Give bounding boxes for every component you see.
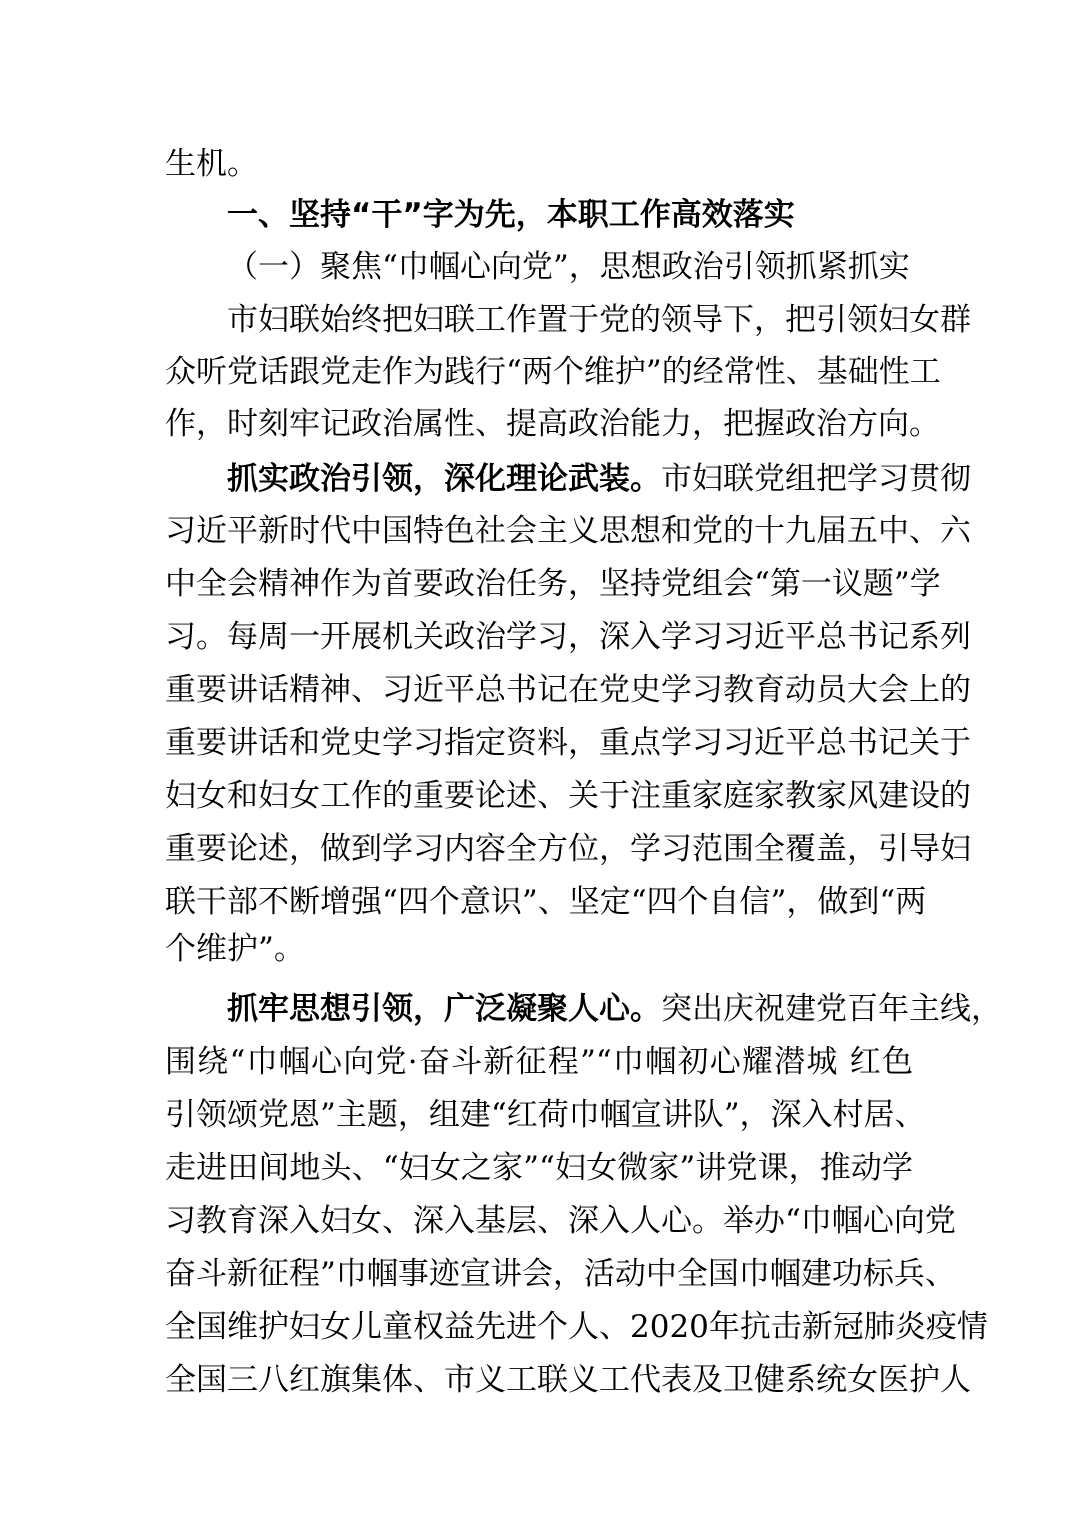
paragraph-text: 市妇联党组把学习贯彻 <box>661 461 971 497</box>
paragraph-line: 联干部不断增强“四个意识”、坚定“四个自信”，做到“两 <box>165 884 927 920</box>
paragraph-line: 奋斗新征程”巾帼事迹宣讲会，活动中全国巾帼建功标兵、 <box>165 1256 956 1292</box>
paragraph-line: 生机。 <box>165 146 258 182</box>
paragraph-line: 走进田间地头、“妇女之家”“妇女微家”讲党课，推动学 <box>165 1150 913 1186</box>
paragraph-line: 重要讲话精神、习近平总书记在党史学习教育动员大会上的 <box>165 672 971 708</box>
paragraph-line: 引领颂党恩”主题，组建“红荷巾帼宣讲队”，深入村居、 <box>165 1097 926 1133</box>
paragraph-line: 市妇联始终把妇联工作置于党的领导下，把引领妇女群 <box>227 302 971 338</box>
paragraph-line: 中全会精神作为首要政治任务，坚持党组会“第一议题”学 <box>165 566 941 602</box>
paragraph-line: 个维护”。 <box>165 931 305 967</box>
paragraph-line: 围绕“巾帼心向党·奋斗新征程”“巾帼初心耀潜城 红色 <box>165 1044 913 1080</box>
paragraph-lead: 抓牢思想引领，广泛凝聚人心。 <box>227 991 661 1027</box>
paragraph-line: 重要讲话和党史学习指定资料，重点学习习近平总书记关于 <box>165 725 971 761</box>
subsection-heading: （一）聚焦“巾帼心向党”，思想政治引领抓紧抓实 <box>227 249 910 285</box>
paragraph-line: 习。每周一开展机关政治学习，深入学习习近平总书记系列 <box>165 619 971 655</box>
paragraph-line: 全国维护妇女儿童权益先进个人、2020年抗击新冠肺炎疫情 <box>165 1309 988 1345</box>
paragraph-line: 全国三八红旗集体、市义工联义工代表及卫健系统女医护人 <box>165 1362 971 1398</box>
paragraph-line <box>165 450 971 508</box>
section-heading: 一、坚持“干”字为先，本职工作高效落实 <box>227 197 795 233</box>
paragraph-lead: 抓实政治引领，深化理论武装。 <box>227 461 661 497</box>
paragraph-line <box>165 980 1002 1038</box>
paragraph-line: 习近平新时代中国特色社会主义思想和党的十九届五中、六 <box>165 513 971 549</box>
paragraph-line: 重要论述，做到学习内容全方位，学习范围全覆盖，引导妇 <box>165 831 971 867</box>
paragraph-line: 妇女和妇女工作的重要论述、关于注重家庭家教家风建设的 <box>165 778 971 814</box>
paragraph-line: 习教育深入妇女、深入基层、深入人心。举办“巾帼心向党 <box>165 1203 956 1239</box>
paragraph-line: 众听党话跟党走作为践行“两个维护”的经常性、基础性工 <box>165 354 941 390</box>
paragraph-text: 突出庆祝建党百年主线， <box>661 991 1002 1027</box>
paragraph-line: 作，时刻牢记政治属性、提高政治能力，把握政治方向。 <box>165 406 940 442</box>
